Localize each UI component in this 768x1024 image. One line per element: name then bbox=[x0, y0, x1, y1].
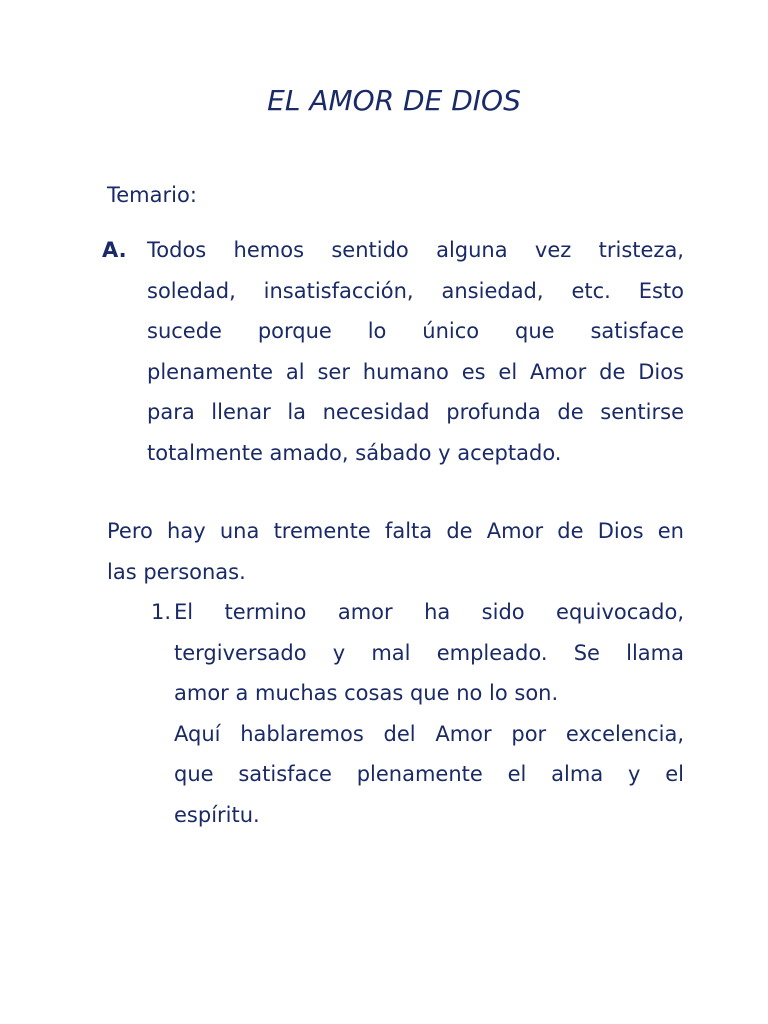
text-line: que satisface plenamente el alma y el bbox=[174, 762, 684, 787]
section-heading: Temario: bbox=[107, 183, 197, 207]
text-line: plenamente al ser humano es el Amor de Dios bbox=[147, 359, 684, 384]
text-line: tergiversado y mal empleado. Se llama bbox=[174, 640, 684, 665]
text-line: Aquí hablaremos del Amor por excelencia, bbox=[174, 721, 684, 746]
list-item-1-text bbox=[174, 592, 684, 714]
text-line: Pero hay una tremente falta de Amor de Dios en bbox=[107, 519, 684, 543]
body-paragraph bbox=[107, 511, 684, 592]
list-marker-a: A. bbox=[102, 238, 127, 262]
text-line: espíritu. bbox=[174, 802, 260, 827]
text-line: amor a muchas cosas que no lo son. bbox=[174, 681, 559, 706]
text-line: totalmente amado, sábado y aceptado. bbox=[147, 440, 562, 465]
document-title: EL AMOR DE DIOS bbox=[267, 84, 521, 117]
text-line: soledad, insatisfacción, ansiedad, etc. Esto bbox=[147, 278, 684, 303]
text-line: sucede porque lo único que satisface bbox=[147, 319, 684, 344]
list-item-a-text bbox=[147, 230, 684, 474]
text-line: para llenar la necesidad profunda de sentirse bbox=[147, 400, 684, 425]
text-line: las personas. bbox=[107, 559, 246, 584]
list-marker-1: 1. bbox=[151, 600, 172, 624]
text-line: Todos hemos sentido alguna vez tristeza, bbox=[147, 238, 684, 262]
text-line: El termino amor ha sido equivocado, bbox=[174, 600, 684, 624]
list-item-1-continuation bbox=[174, 714, 684, 836]
